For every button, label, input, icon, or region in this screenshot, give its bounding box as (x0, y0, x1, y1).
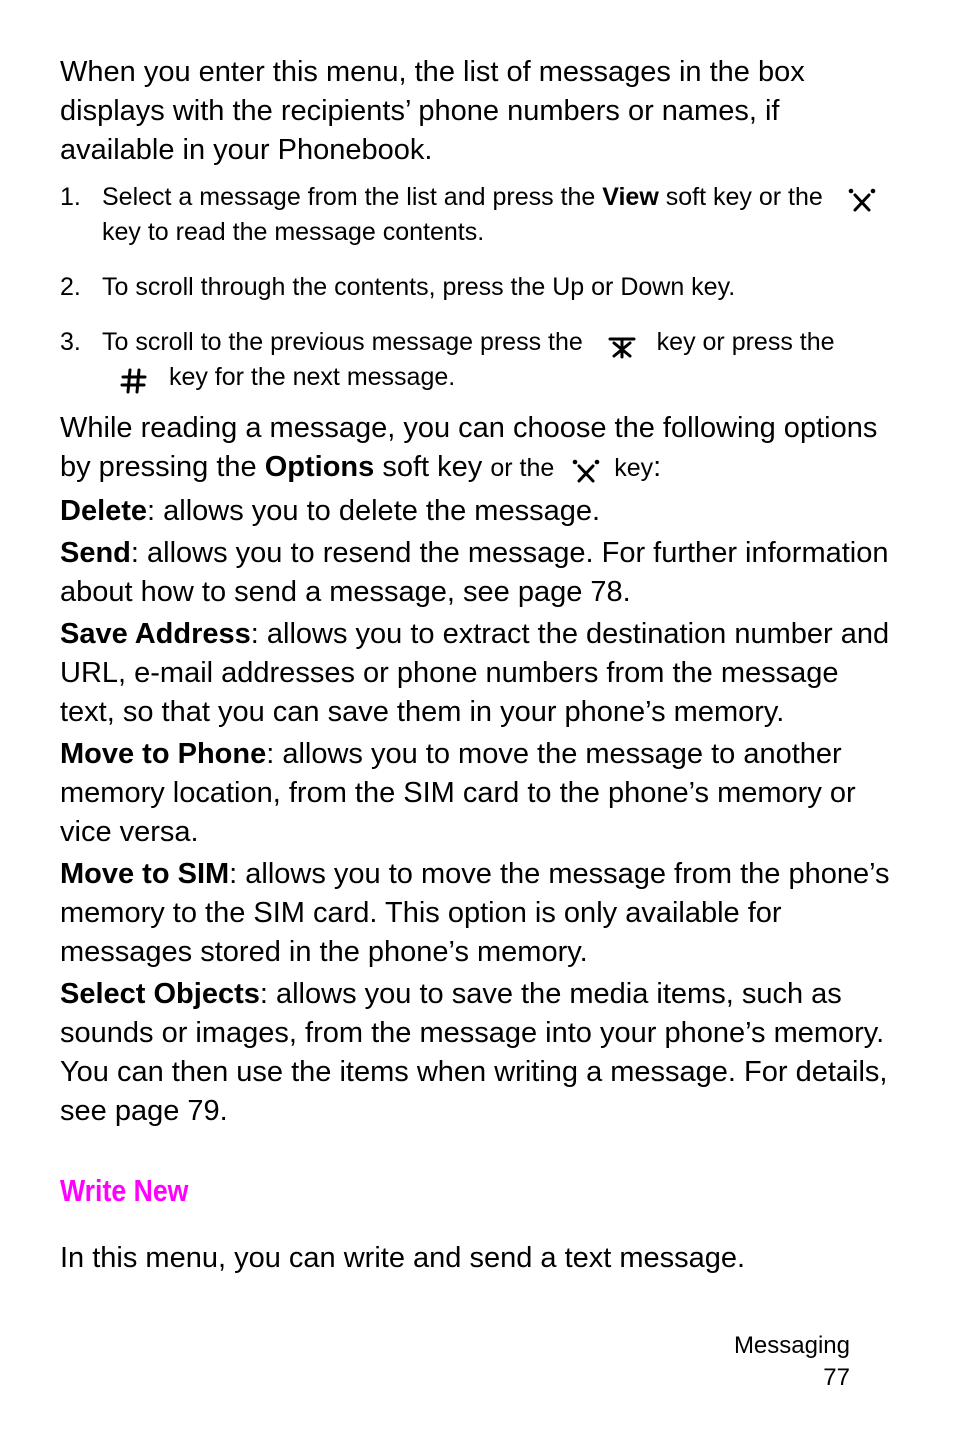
options-intro-text: or the (490, 454, 555, 482)
step-item (60, 325, 890, 395)
option-item (60, 975, 890, 1131)
hash-key-icon (116, 366, 152, 394)
option-term: Delete (60, 495, 148, 527)
step-text: key to read the message contents. (102, 218, 485, 246)
option-description: : allows you to move the message to another memory location, from the SIM card to the phone’s memory or vice versa. (60, 738, 856, 848)
step-text: soft key or the (658, 183, 830, 211)
step-number: 3. (60, 328, 81, 356)
option-item (60, 735, 890, 852)
option-item (60, 534, 890, 612)
option-description: : allows you to save the media items, such as sounds or images, from the message into your phone’s memory. You can then use the items when writing a message. For details, see page 79. (60, 978, 888, 1127)
option-term: Send (60, 537, 131, 569)
steps-list (60, 180, 890, 395)
options-intro-text: : (653, 451, 662, 483)
asterisk-x-key-icon (568, 457, 604, 485)
options-list (60, 492, 890, 1131)
step-number: 2. (60, 273, 81, 301)
step-text: key for the next message. (162, 363, 456, 391)
option-item (60, 615, 890, 732)
step-text: To scroll to the previous message press the (102, 328, 590, 356)
page-footer (734, 1330, 850, 1394)
option-term: Save Address (60, 618, 251, 650)
options-intro-text: While reading a message, you can choose the following options by pressing the (60, 412, 878, 483)
manual-page (60, 53, 890, 1278)
options-intro-text: soft key (374, 451, 491, 483)
option-term: Move to Phone (60, 738, 267, 770)
step-text: Select a message from the list and press the (102, 183, 603, 211)
step-item (60, 180, 890, 250)
asterisk-x-key-icon (844, 186, 880, 214)
option-description: : allows you to move the message from the phone’s memory to the SIM card. This option is only available for messages stored in the phone’s memory. (60, 858, 890, 968)
options-intro (60, 409, 890, 488)
star-key-icon (604, 331, 640, 359)
option-item (60, 855, 890, 972)
option-description: : allows you to resend the message. For further information about how to send a message, see page 78. (60, 537, 889, 608)
section-body: In this menu, you can write and send a text message. (60, 1242, 746, 1274)
footer-chapter: Messaging (733, 1332, 850, 1359)
option-term: Move to SIM (60, 858, 230, 890)
step-number: 1. (60, 183, 81, 211)
option-term: Select Objects (60, 978, 260, 1010)
footer-page-number: 77 (823, 1364, 850, 1391)
options-intro-text: key (614, 454, 654, 482)
option-item (60, 492, 890, 531)
option-description: : allows you to extract the destination number and URL, e-mail addresses or phone numbers from the message text, so that you can save them in your phone’s memory. (60, 618, 890, 728)
intro-paragraph: When you enter this menu, the list of messages in the box displays with the recipients’ phone numbers or names, if available in your Phonebook. (60, 56, 805, 166)
section-heading-write-new: Write New (60, 1173, 189, 1208)
step-text: key or press the (649, 328, 835, 356)
view-soft-key-label: View (602, 183, 659, 211)
options-soft-key-label: Options (264, 451, 375, 483)
step-text: To scroll through the contents, press the Up or Down key. (102, 273, 736, 301)
option-description: : allows you to delete the message. (147, 495, 601, 527)
step-item (60, 270, 890, 305)
